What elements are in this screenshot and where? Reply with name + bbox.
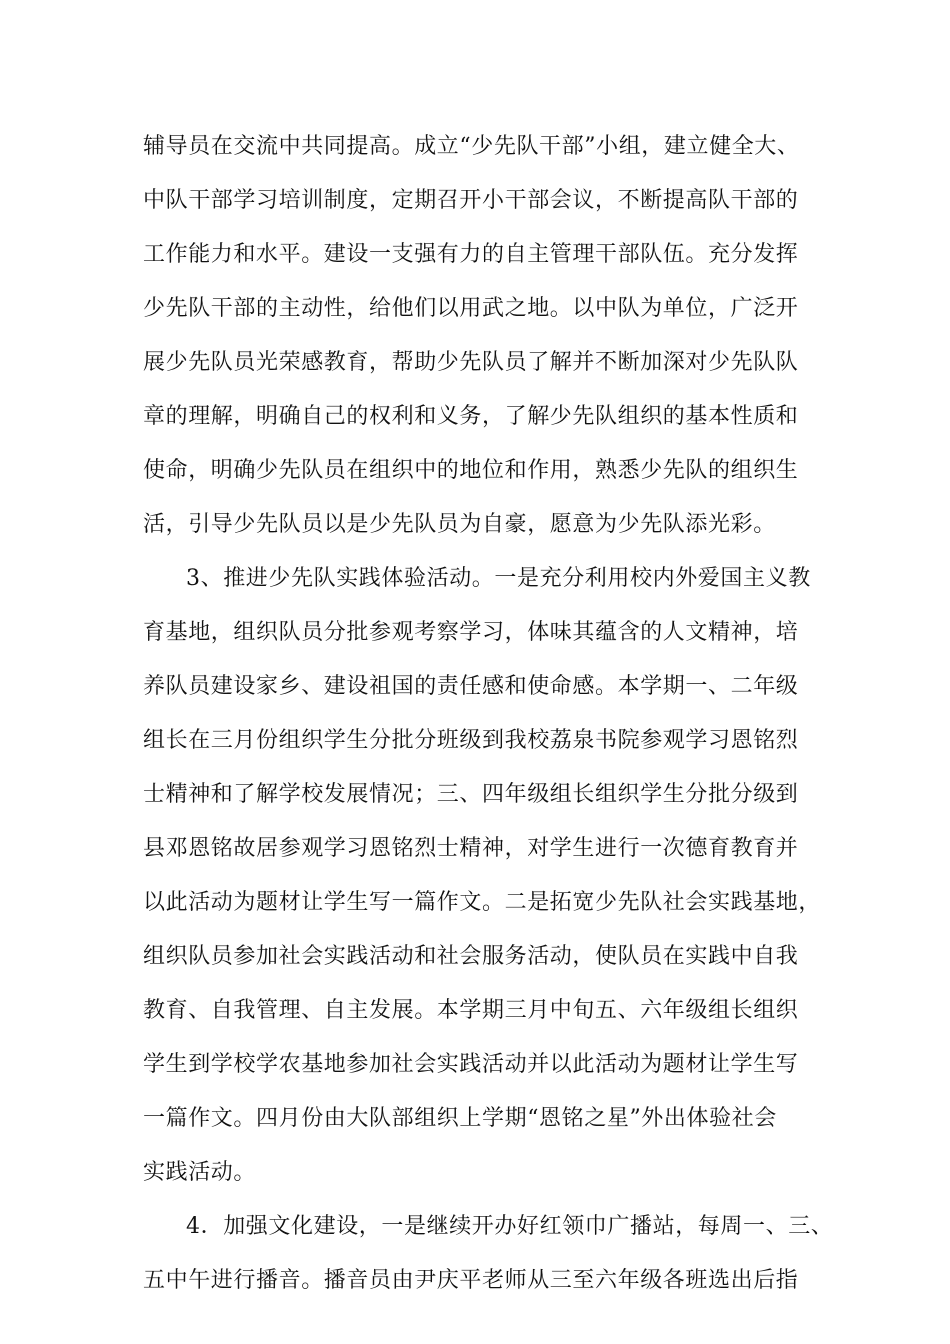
text-line: 养队员建设家乡、建设祖国的责任感和使命感。本学期一、二年级 <box>143 674 799 699</box>
text-line: 组长在三月份组织学生分批分班级到我校荔泉书院参观学习恩铭烈 <box>143 728 799 753</box>
text-line: 一篇作文。四月份由大队部组织上学期“恩铭之星”外出体验社会 <box>143 1106 777 1131</box>
text-line: 教育、自我管理、自主发展。本学期三月中旬五、六年级组长组织 <box>143 998 799 1023</box>
text-line: 以此活动为题材让学生写一篇作文。二是拓宽少先队社会实践基地， <box>143 890 822 915</box>
text-line: 辅导员在交流中共同提高。成立“少先队干部”小组，建立健全大、 <box>143 134 800 159</box>
text-line: 五中午进行播音。播音员由尹庆平老师从三至六年级各班选出后指 <box>143 1268 799 1293</box>
text-line: 工作能力和水平。建设一支强有力的自主管理干部队伍。充分发挥 <box>143 242 799 267</box>
text-line: 士精神和了解学校发展情况；三、四年级组长组织学生分批分级到 <box>143 782 799 807</box>
text-line: 组织队员参加社会实践活动和社会服务活动，使队员在实践中自我 <box>143 944 799 969</box>
paragraph-start-line: 3、推进少先队实践体验活动。一是充分利用校内外爱国主义教 <box>186 566 811 591</box>
text-line: 活，引导少先队员以是少先队员为自豪，愿意为少先队添光彩。 <box>143 512 776 537</box>
text-line: 中队干部学习培训制度，定期召开小干部会议，不断提高队干部的 <box>143 188 799 213</box>
text-line: 使命，明确少先队员在组织中的地位和作用，熟悉少先队的组织生 <box>143 458 799 483</box>
text-line: 章的理解，明确自己的权利和义务，了解少先队组织的基本性质和 <box>143 404 799 429</box>
text-line: 学生到学校学农基地参加社会实践活动并以此活动为题材让学生写 <box>143 1052 799 1077</box>
text-line: 少先队干部的主动性，给他们以用武之地。以中队为单位，广泛开 <box>143 296 799 321</box>
text-line: 育基地，组织队员分批参观考察学习，体味其蕴含的人文精神，培 <box>143 620 799 645</box>
paragraph-start-line: 4．加强文化建设，一是继续开办好红领巾广播站，每周一、三、 <box>186 1214 834 1239</box>
text-line: 展少先队员光荣感教育，帮助少先队员了解并不断加深对少先队队 <box>143 350 799 375</box>
text-line: 实践活动。 <box>143 1160 257 1185</box>
text-line: 县邓恩铭故居参观学习恩铭烈士精神，对学生进行一次德育教育并 <box>143 836 799 861</box>
